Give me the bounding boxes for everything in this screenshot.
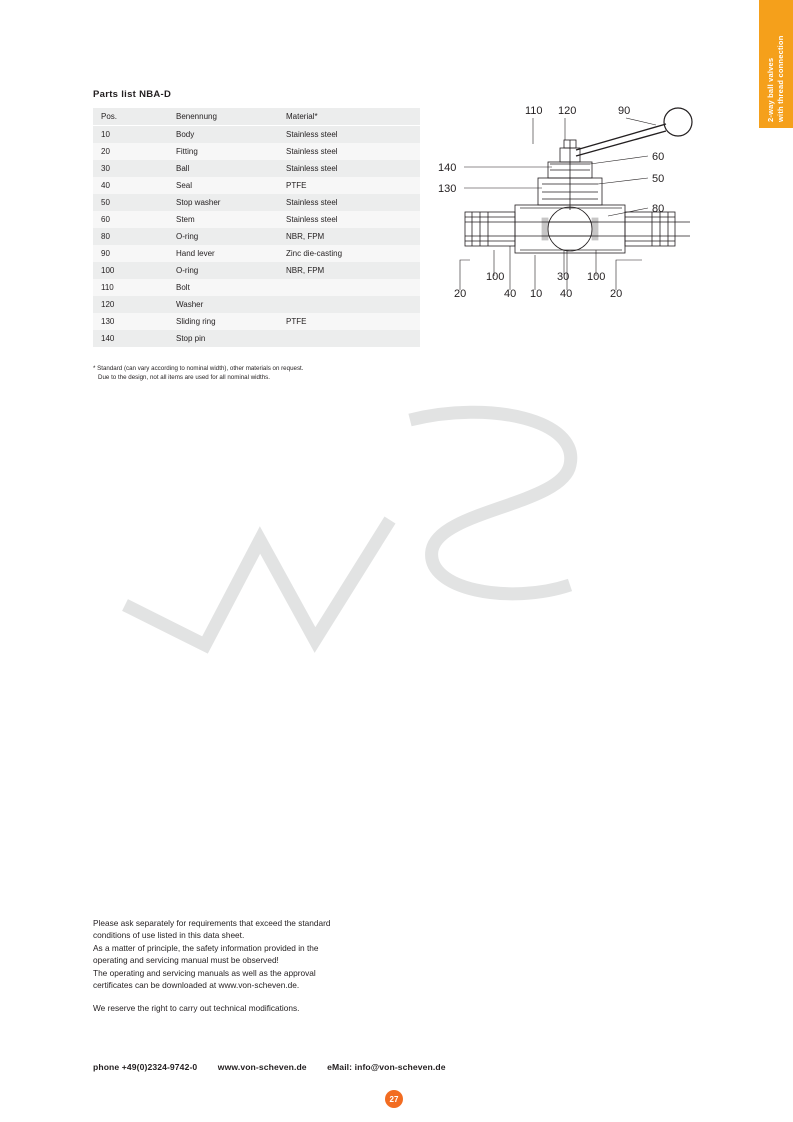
callout-10: 10 (530, 288, 543, 300)
table-row (93, 313, 420, 330)
column-header-pos: Pos. (93, 108, 168, 126)
footer-line-1: Please ask separately for requirements that exceed the standard (93, 918, 331, 928)
section-tab-line-1: 2-way ball valves (766, 57, 775, 122)
cell-name: Body (168, 126, 278, 144)
table-row (93, 228, 420, 245)
callout-80: 80 (652, 203, 665, 215)
cell-name: Fitting (168, 143, 278, 160)
contact-email[interactable]: eMail: info@von-scheven.de (327, 1062, 446, 1072)
cell-material: Stainless steel (278, 194, 420, 211)
table-row (93, 279, 420, 296)
cell-material: Stainless steel (278, 160, 420, 177)
cell-material: Zinc die-casting (278, 245, 420, 262)
valve-cross-section-drawing (430, 100, 730, 320)
cell-material: NBR, FPM (278, 262, 420, 279)
parts-list-title: Parts list NBA-D (93, 89, 172, 100)
table-row (93, 296, 420, 313)
cell-pos: 50 (93, 194, 168, 211)
table-row (93, 211, 420, 228)
cell-material: PTFE (278, 177, 420, 194)
cell-pos: 30 (93, 160, 168, 177)
cell-pos: 90 (93, 245, 168, 262)
cell-pos: 130 (93, 313, 168, 330)
footer-line-3: As a matter of principle, the safety information provided in the (93, 942, 319, 953)
column-header-benennung: Benennung (168, 108, 278, 126)
footer-line-5: The operating and servicing manuals as well as the approval (93, 967, 316, 978)
cell-material (278, 330, 420, 347)
callout-120: 120 (558, 105, 577, 117)
cell-material: Stainless steel (278, 126, 420, 144)
table-row (93, 126, 420, 144)
callout-130: 130 (438, 183, 457, 195)
watermark-logo (110, 390, 610, 680)
cell-name: Bolt (168, 279, 278, 296)
cell-name: Washer (168, 296, 278, 313)
table-row (93, 194, 420, 211)
footer-line-7: We reserve the right to carry out technical modifications. (93, 1003, 300, 1014)
callout-90: 90 (618, 105, 631, 117)
table-row (93, 262, 420, 279)
column-header-material: Material* (278, 108, 420, 126)
cell-material: PTFE (278, 313, 420, 330)
callout-100-left: 100 (486, 271, 505, 283)
cell-pos: 40 (93, 177, 168, 194)
cell-name: Seal (168, 177, 278, 194)
parts-list-footnote (93, 365, 433, 382)
footnote-line-1: * Standard (can vary according to nominal width), other materials on request. (93, 365, 304, 372)
cell-pos: 80 (93, 228, 168, 245)
callout-100-right: 100 (587, 271, 606, 283)
footer-text-block (93, 917, 423, 1015)
cell-name: Sliding ring (168, 313, 278, 330)
page-number-badge: 27 (385, 1090, 403, 1108)
cell-material (278, 296, 420, 313)
cell-pos: 140 (93, 330, 168, 347)
section-tab-line-2: with thread connection (776, 35, 785, 122)
callout-60: 60 (652, 151, 665, 163)
cell-pos: 60 (93, 211, 168, 228)
contact-website[interactable]: www.von-scheven.de (217, 1062, 307, 1072)
callout-30: 30 (557, 271, 570, 283)
contact-bar (93, 1062, 464, 1072)
footer-line-4: operating and servicing manual must be observed! (93, 955, 279, 966)
callout-110: 110 (525, 105, 543, 117)
parts-list-table (93, 108, 420, 347)
footer-line-6: certificates can be downloaded at www.von-scheven.de. (93, 980, 300, 991)
section-tab-text (759, 0, 793, 128)
cell-name: Stop washer (168, 194, 278, 211)
callout-50: 50 (652, 173, 665, 185)
cell-name: Hand lever (168, 245, 278, 262)
cell-name: O-ring (168, 262, 278, 279)
cell-material: Stainless steel (278, 211, 420, 228)
callout-40-left: 40 (504, 288, 517, 300)
table-row (93, 143, 420, 160)
footnote-line-2: Due to the design, not all items are used for all nominal widths. (98, 373, 270, 381)
footer-line-2: conditions of use listed in this data sheet. (93, 930, 245, 941)
callout-20-right: 20 (610, 288, 623, 300)
cell-name: Stop pin (168, 330, 278, 347)
table-row (93, 330, 420, 347)
cell-pos: 100 (93, 262, 168, 279)
cell-pos: 120 (93, 296, 168, 313)
callout-40-right: 40 (560, 288, 573, 300)
callout-140: 140 (438, 162, 457, 174)
table-row (93, 245, 420, 262)
contact-phone: phone +49(0)2324-9742-0 (93, 1062, 198, 1072)
table-row (93, 160, 420, 177)
cell-pos: 20 (93, 143, 168, 160)
cell-pos: 10 (93, 126, 168, 144)
cell-name: Stem (168, 211, 278, 228)
section-tab (759, 0, 793, 128)
cell-name: O-ring (168, 228, 278, 245)
cell-name: Ball (168, 160, 278, 177)
table-header-row (93, 108, 420, 126)
cell-material (278, 279, 420, 296)
cell-material: NBR, FPM (278, 228, 420, 245)
cell-material: Stainless steel (278, 143, 420, 160)
cell-pos: 110 (93, 279, 168, 296)
callout-20-left: 20 (454, 288, 467, 300)
table-row (93, 177, 420, 194)
